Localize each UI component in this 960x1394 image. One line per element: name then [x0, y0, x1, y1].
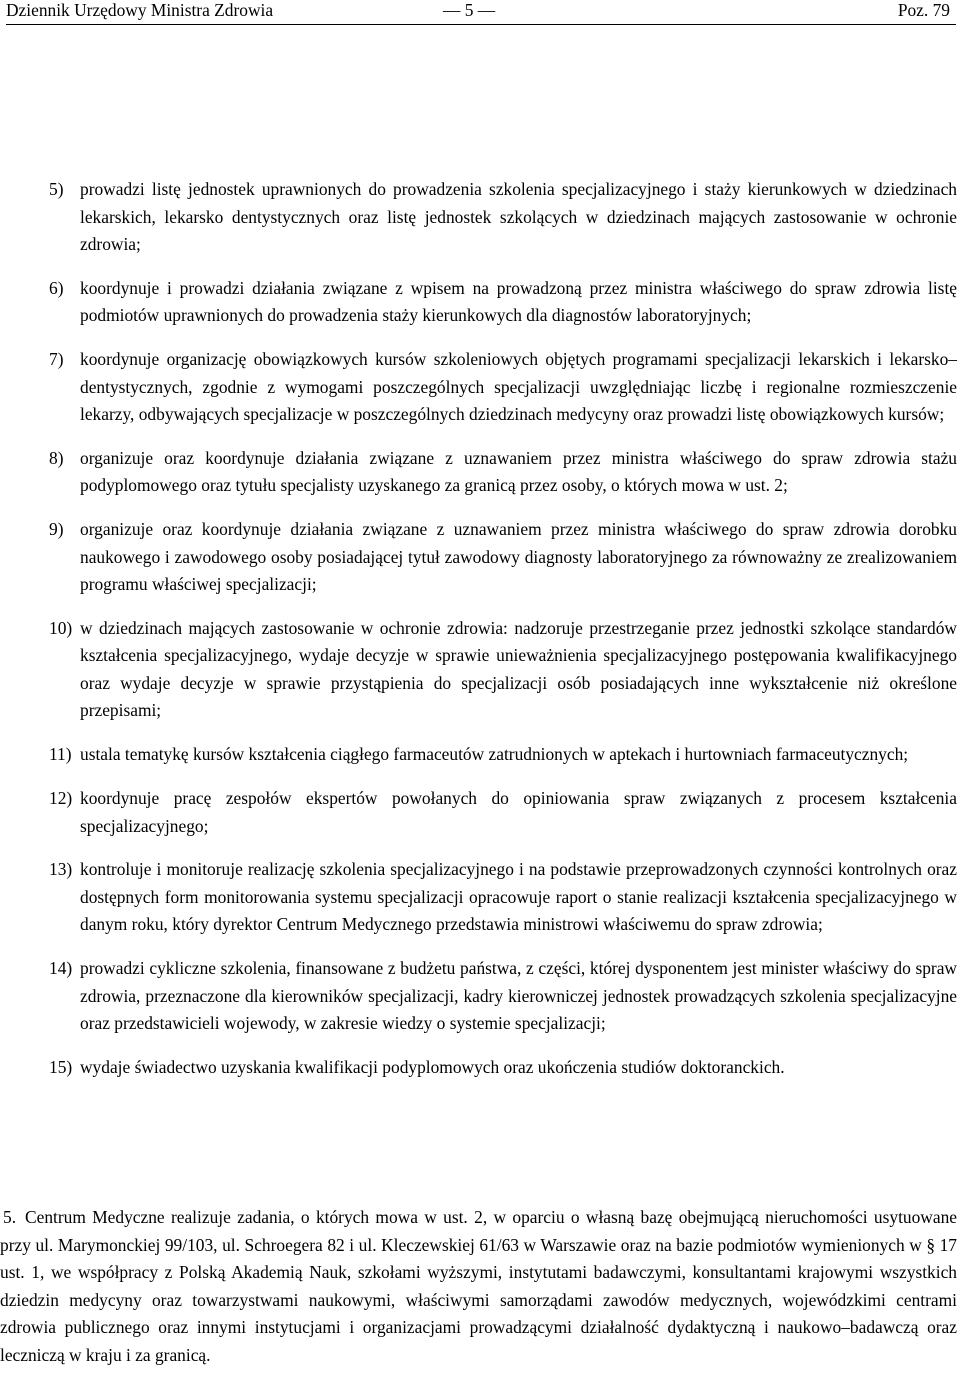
list-item	[0, 176, 960, 259]
section-paragraph	[0, 1204, 957, 1369]
section-text: Centrum Medyczne realizuje zadania, o których mowa w ust. 2, w oparciu o własną bazę obejmującą nieruchomości usytuowane przy ul. Marymonckiej 99/103, ul. Schroegera 82 i ul. Kleczewskiej 61/63 w Warszawie oraz na bazie podmiotów wymienionych w § 17 ust. 1, we współpracy z Polską Akademią Nauk, szkołami wyższymi, instytutami badawczymi, konsultantami krajowymi wszystkich dziedzin medycyny oraz towarzystwami naukowymi, właściwymi samorządami zawodów medycznych, wojewódzkimi centrami zdrowia publicznego oraz innymi instytucjami i organizacjami prowadzącymi działalność dydaktyczną i naukowo–badawczą oraz leczniczą w kraju i za granicą.	[0, 1207, 957, 1365]
item-text: koordynuje pracę zespołów ekspertów powołanych do opiniowania spraw związanych z procesem kształcenia specjalizacyjnego;	[80, 788, 957, 836]
item-text: koordynuje organizację obowiązkowych kursów szkoleniowych objętych programami specjalizacji lekarskich i lekarsko–dentystycznych, zgodnie z wymogami poszczególnych specjalizacji uwzględniając liczbę i regionalne rozmieszczenie lekarzy, odbywających specjalizacje w poszczególnych dziedzinach medycyny oraz prowadzi listę obowiązkowych kursów;	[80, 349, 957, 425]
list-item	[0, 346, 960, 429]
item-text: organizuje oraz koordynuje działania związane z uznawaniem przez ministra właściwego do spraw zdrowia stażu podyplomowego oraz tytułu specjalisty uzyskanego za granicą przez osoby, o których mowa w ust. 2;	[80, 447, 957, 496]
item-number: 9)	[49, 519, 64, 540]
item-number: 12)	[49, 788, 73, 809]
header-rule	[6, 24, 956, 25]
item-list	[0, 176, 960, 1098]
list-item	[0, 516, 960, 599]
item-text: prowadzi listę jednostek uprawnionych do prowadzenia szkolenia specjalizacyjnego i staży kierunkowych w dziedzinach lekarskich, lekarsko dentystycznych oraz listę jednostek szkolących w dziedzinach mających zastosowanie w ochronie zdrowia;	[80, 179, 957, 254]
list-item	[0, 615, 960, 725]
item-number: 13)	[49, 859, 73, 880]
list-item	[0, 1054, 960, 1082]
item-number: 11)	[49, 744, 72, 765]
position-number: Poz. 79	[897, 0, 950, 20]
item-number: 6)	[49, 277, 64, 298]
list-item	[0, 856, 960, 939]
item-text: kontroluje i monitoruje realizację szkolenia specjalizacyjnego i na podstawie przeprowadzonych czynności kontrolnych oraz dostępnych form monitorowania systemu specjalizacji opracowuje raport o stanie realizacji kształcenia specjalizacyjnego w danym roku, który dyrektor Centrum Medycznego przedstawia ministrowi właściwemu do spraw zdrowia;	[80, 859, 957, 935]
list-item	[0, 275, 960, 330]
item-number: 7)	[49, 349, 64, 370]
journal-title: Dziennik Urzędowy Ministra Zdrowia	[6, 0, 274, 20]
item-number: 10)	[49, 617, 73, 638]
list-item	[0, 785, 960, 840]
list-item	[0, 955, 960, 1038]
item-text: prowadzi cykliczne szkolenia, finansowane z budżetu państwa, z części, której dysponentem jest minister właściwy do spraw zdrowia, przeznaczone dla kierowników specjalizacji, kadry kierowniczej jednostek prowadzących szkolenia specjalizacyjne oraz przedstawicieli wojewody, w zakresie wiedzy o systemie specjalizacji;	[80, 958, 957, 1034]
item-number: 5)	[49, 179, 64, 199]
item-number: 15)	[49, 1056, 73, 1077]
item-text: koordynuje i prowadzi działania związane z wpisem na prowadzoną przez ministra właściwego do spraw zdrowia listę podmiotów uprawnionych do prowadzenia staży kierunkowych dla diagnostów laboratoryjnych;	[80, 277, 957, 326]
list-item	[0, 741, 960, 769]
item-number: 14)	[49, 958, 73, 979]
item-text: ustala tematykę kursów kształcenia ciągłego farmaceutów zatrudnionych w aptekach i hurtowniach farmaceutycznych;	[80, 744, 909, 765]
section-number: 5.	[3, 1207, 17, 1227]
page-number: — 5 —	[443, 0, 496, 20]
page-header	[6, 0, 956, 24]
item-text: organizuje oraz koordynuje działania związane z uznawaniem przez ministra właściwego do spraw zdrowia dorobku naukowego i zawodowego osoby posiadającej tytuł zawodowy diagnosty laboratoryjnego za równoważny ze zrealizowaniem programu właściwej specjalizacji;	[80, 519, 957, 595]
item-text: wydaje świadectwo uzyskania kwalifikacji podyplomowych oraz ukończenia studiów doktoranckich.	[80, 1056, 785, 1077]
item-number: 8)	[49, 447, 64, 468]
list-item	[0, 445, 960, 500]
item-text: w dziedzinach mających zastosowanie w ochronie zdrowia: nadzoruje przestrzeganie przez jednostki szkolące standardów kształcenia specjalizacyjnego, wydaje decyzje w sprawie unieważnienia specjalizacyjnego postępowania kwalifikacyjnego oraz wydaje decyzje w sprawie przystąpienia do specjalizacji osób posiadających inne wykształcenie niż określone przepisami;	[80, 617, 957, 721]
